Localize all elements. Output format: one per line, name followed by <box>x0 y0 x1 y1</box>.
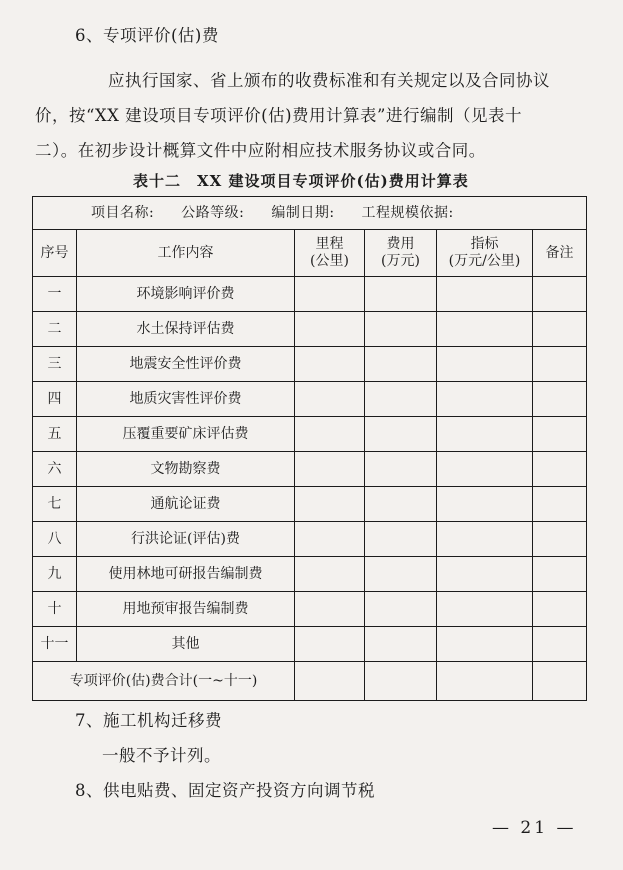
row-work: 文物勘察费 <box>77 452 295 487</box>
row-no: 四 <box>33 382 77 417</box>
total-index-cell <box>437 662 533 701</box>
row-index-cell <box>437 277 533 312</box>
row-no: 八 <box>33 522 77 557</box>
row-index-cell <box>437 312 533 347</box>
row-no: 六 <box>33 452 77 487</box>
row-remark-cell <box>533 522 587 557</box>
row-no: 一 <box>33 277 77 312</box>
row-work: 通航论证费 <box>77 487 295 522</box>
header-index-unit: (万元/公里) <box>448 253 521 269</box>
table-total-row <box>33 662 587 701</box>
row-cost-cell <box>365 522 437 557</box>
row-index-cell <box>437 522 533 557</box>
row-mileage-cell <box>295 557 365 592</box>
section-7-heading: 7、施工机构迁移费 <box>75 711 222 730</box>
date-label: 编制日期: <box>271 204 335 221</box>
row-no: 二 <box>33 312 77 347</box>
row-remark-cell <box>533 312 587 347</box>
row-cost-cell <box>365 487 437 522</box>
row-cost-cell <box>365 452 437 487</box>
total-label: 专项评价(估)费合计(一~十一) <box>33 662 295 701</box>
table-row <box>33 522 587 557</box>
section-7-paragraph: 一般不予计列。 <box>102 746 221 765</box>
row-index-cell <box>437 487 533 522</box>
section-6-paragraph-line-3: 二）。在初步设计概算文件中应附相应技术服务协议或合同。 <box>35 141 486 160</box>
header-remark: 备注 <box>533 230 587 277</box>
section-6-paragraph-line-2: 价，按“XX 建设项目专项评价(估)费用计算表”进行编制（见表十 <box>35 106 522 125</box>
road-grade-label: 公路等级: <box>181 204 245 221</box>
row-mileage-cell <box>295 417 365 452</box>
row-mileage-cell <box>295 452 365 487</box>
project-name-label: 项目名称: <box>91 204 155 221</box>
row-no: 十 <box>33 592 77 627</box>
header-mileage-label: 里程 <box>315 236 344 253</box>
table-row <box>33 487 587 522</box>
row-cost-cell <box>365 382 437 417</box>
row-index-cell <box>437 627 533 662</box>
total-mileage-cell <box>295 662 365 701</box>
row-work: 环境影响评价费 <box>77 277 295 312</box>
header-index <box>437 230 533 277</box>
row-remark-cell <box>533 347 587 382</box>
row-work: 行洪论证(评估)费 <box>77 522 295 557</box>
row-mileage-cell <box>295 627 365 662</box>
row-remark-cell <box>533 627 587 662</box>
row-remark-cell <box>533 557 587 592</box>
row-no: 七 <box>33 487 77 522</box>
table-row <box>33 312 587 347</box>
row-no: 五 <box>33 417 77 452</box>
row-work: 使用林地可研报告编制费 <box>77 557 295 592</box>
row-no: 三 <box>33 347 77 382</box>
table-row <box>33 452 587 487</box>
table-caption: 表十二 XX 建设项目专项评价(估)费用计算表 <box>133 172 469 190</box>
table-row <box>33 382 587 417</box>
header-cost-label: 费用 <box>386 236 415 253</box>
row-work: 其他 <box>77 627 295 662</box>
row-remark-cell <box>533 277 587 312</box>
scale-basis-label: 工程规模依据: <box>361 204 454 221</box>
row-cost-cell <box>365 557 437 592</box>
total-cost-cell <box>365 662 437 701</box>
row-mileage-cell <box>295 277 365 312</box>
row-cost-cell <box>365 417 437 452</box>
row-mileage-cell <box>295 522 365 557</box>
table-row <box>33 417 587 452</box>
row-index-cell <box>437 382 533 417</box>
row-work: 用地预审报告编制费 <box>77 592 295 627</box>
row-remark-cell <box>533 382 587 417</box>
row-cost-cell <box>365 592 437 627</box>
header-work: 工作内容 <box>77 230 295 277</box>
header-cost <box>365 230 437 277</box>
row-mileage-cell <box>295 347 365 382</box>
row-cost-cell <box>365 312 437 347</box>
row-index-cell <box>437 347 533 382</box>
table-row <box>33 277 587 312</box>
table-info-cell <box>33 197 587 230</box>
row-cost-cell <box>365 347 437 382</box>
header-mileage <box>295 230 365 277</box>
row-remark-cell <box>533 487 587 522</box>
row-work: 水土保持评估费 <box>77 312 295 347</box>
row-no: 九 <box>33 557 77 592</box>
row-index-cell <box>437 452 533 487</box>
row-cost-cell <box>365 627 437 662</box>
table-row <box>33 557 587 592</box>
row-remark-cell <box>533 417 587 452</box>
row-no: 十一 <box>33 627 77 662</box>
row-remark-cell <box>533 592 587 627</box>
row-cost-cell <box>365 277 437 312</box>
header-cost-unit: (万元) <box>381 253 420 269</box>
table-row <box>33 592 587 627</box>
total-remark-cell <box>533 662 587 701</box>
row-index-cell <box>437 557 533 592</box>
section-6-heading: 6、专项评价(估)费 <box>75 26 219 45</box>
row-index-cell <box>437 592 533 627</box>
header-index-label: 指标 <box>470 236 499 253</box>
row-work: 地质灾害性评价费 <box>77 382 295 417</box>
section-8-heading: 8、供电贴费、固定资产投资方向调节税 <box>75 781 375 800</box>
table-info-row <box>33 197 587 230</box>
table-row <box>33 347 587 382</box>
row-work: 压覆重要矿床评估费 <box>77 417 295 452</box>
page-number: — 21 — <box>492 818 577 838</box>
row-remark-cell <box>533 452 587 487</box>
section-6-paragraph-line-1: 应执行国家、省上颁布的收费标准和有关规定以及合同协议 <box>108 71 550 90</box>
row-work: 地震安全性评价费 <box>77 347 295 382</box>
row-mileage-cell <box>295 312 365 347</box>
table-header-row <box>33 230 587 277</box>
header-no: 序号 <box>33 230 77 277</box>
header-mileage-unit: (公里) <box>310 253 349 269</box>
cost-calculation-table <box>32 196 587 701</box>
row-mileage-cell <box>295 382 365 417</box>
table-row <box>33 627 587 662</box>
row-index-cell <box>437 417 533 452</box>
row-mileage-cell <box>295 592 365 627</box>
row-mileage-cell <box>295 487 365 522</box>
